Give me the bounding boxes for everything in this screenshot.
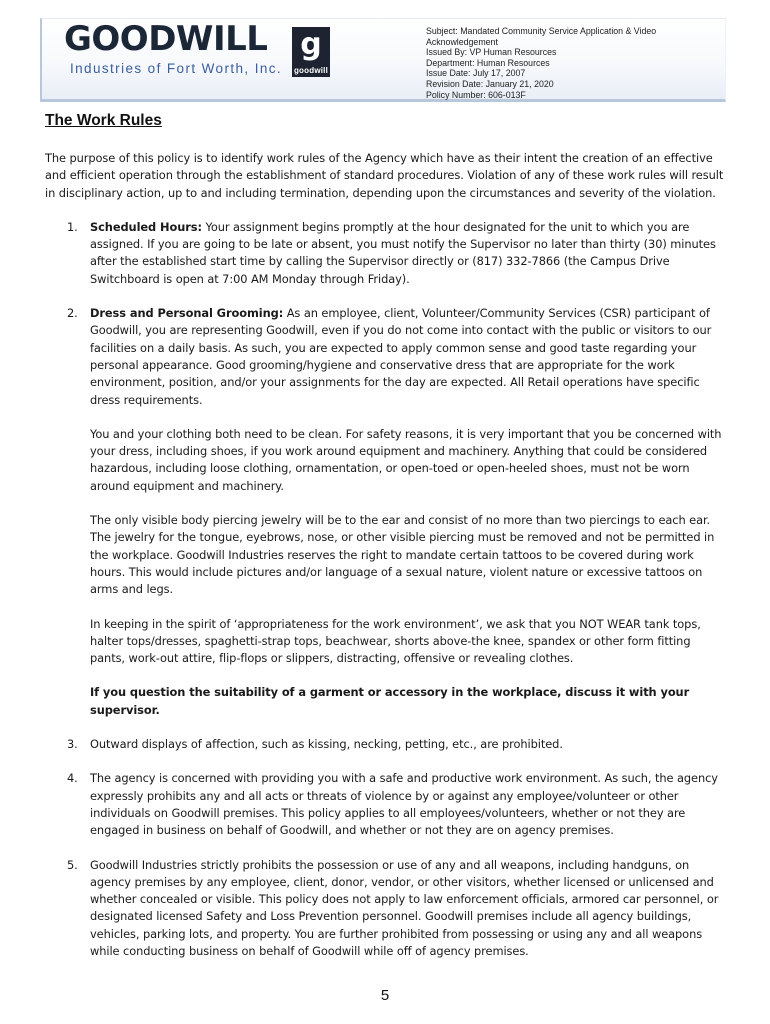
logo-subtitle: Industries of Fort Worth, Inc. xyxy=(70,61,283,76)
rule-text: Your assignment begins promptly at the hour designated for the unit to which you are assigned. If you are going to be late or absent, you must notify the Supervisor no later than thirty (30) minutes after the established start time by calling the Supervisor directly or (817) 332-7866 (the Campus Drive Switchboard is open at 7:00 AM Monday through Friday). xyxy=(90,219,716,286)
rule-paragraph xyxy=(90,219,725,288)
meta-subject: Subject: Mandated Community Service Application & Video xyxy=(426,26,657,36)
rule-item xyxy=(45,305,725,719)
rule-text: The agency is concerned with providing you with a safe and productive work environment. As such, the agency expressly prohibits any and all acts or threats of violence by or against any employee/volunteer or other individuals on Goodwill premises. This policy applies to all employees/volunteers, whether or not they are engaged in business on behalf of Goodwill, and whether or not they are on agency premises. xyxy=(90,771,718,838)
rule-heading: Scheduled Hours: xyxy=(90,219,202,234)
rule-number: 2. xyxy=(67,306,78,321)
rule-number: 1. xyxy=(67,219,78,234)
meta-subject-continued: Acknowledgement xyxy=(426,36,498,47)
rule-number: 4. xyxy=(67,771,78,786)
rule-item xyxy=(45,770,725,839)
rule-item xyxy=(45,219,725,288)
rule-number: 3. xyxy=(67,737,78,752)
meta-policy-number: Policy Number: 606-013F xyxy=(426,89,526,100)
meta-issue-date: Issue Date: July 17, 2007 xyxy=(426,68,526,79)
rule-text: As an employee, client, Volunteer/Community Services (CSR) participant of Goodwill, you are representing Goodwill, even if you do not come into contact with the public or visitors to our facilities on a daily basis. As such, you are expected to apply common sense and good taste regarding your personal appearance. Good grooming/hygiene and conservative dress that are appropriate for the work environment, position, and/or your assignments for the day are expected. All Retail operations have specific dress requirements. xyxy=(90,306,712,407)
rule-text: Goodwill Industries strictly prohibits the possession or use of any and all weapons, including handguns, on agency premises by any employee, client, donor, vendor, or other visitors, whether licensed or unlicensed and whether concealed or visible. This policy does not apply to law enforcement officials, armored car personnel, or designated licensed Safety and Loss Prevention personnel. Goodwill premises include all agency buildings, vehicles, parking lots, and property. You are further prohibited from possessing or using any and all weapons while conducting business on behalf of Goodwill while off of agency premises. xyxy=(90,857,719,958)
policy-metadata xyxy=(426,26,718,100)
meta-department: Department: Human Resources xyxy=(426,57,550,68)
rule-item xyxy=(45,857,725,961)
rule-subparagraph: In keeping in the spirit of ‘appropriateness for the work environment’, we ask that you NOT WEAR tank tops, halter tops/dresses, spaghetti-strap tops, beachwear, shorts above-the knee, spandex or other form fitting pants, work-out attire, flip-flops or slippers, distracting, offensive or revealing clothes. xyxy=(90,616,701,666)
rule-subparagraph: The only visible body piercing jewelry will be to the ear and consist of no more than two piercings to each ear. The jewelry for the tongue, eyebrows, nose, or other visible piercing must be removed and not be permitted in the workplace. Goodwill Industries reserves the right to mandate certain tattoos to be covered during work hours. This would include pictures and/or language of a sexual nature, violent nature or excessive tattoos on arms and legs. xyxy=(90,513,715,597)
rule-bold-note: If you question the suitability of a garment or accessory in the workplace, discuss it with your supervisor. xyxy=(90,685,690,717)
intro-paragraph: The purpose of this policy is to identify work rules of the Agency which have as their intent the creation of an effective and efficient operation through the establishment of standard procedures. Violation of any of these work rules will result in disciplinary action, up to and including termination, depending upon the circumstances and severity of the violation. xyxy=(45,151,724,200)
logo-wordmark: GOODWILL xyxy=(64,19,268,59)
meta-issued-by: Issued By: VP Human Resources xyxy=(426,47,557,58)
policy-body xyxy=(45,150,725,977)
rule-paragraph xyxy=(90,305,725,409)
page-title: The Work Rules xyxy=(45,112,162,129)
page-number: 5 xyxy=(380,987,390,1004)
rule-heading: Dress and Personal Grooming: xyxy=(90,306,284,321)
rule-subparagraph: You and your clothing both need to be clean. For safety reasons, it is very important that you be concerned with your dress, including shoes, if you work around equipment and machinery. Anything that could be considered hazardous, including loose clothing, ornamentation, or open-toed or open-heeled shoes, must not be worn around equipment and machinery. xyxy=(90,426,722,493)
goodwill-g-icon: g goodwill xyxy=(293,27,329,75)
meta-revision-date: Revision Date: January 21, 2020 xyxy=(426,78,554,89)
rule-number: 5. xyxy=(67,857,78,872)
rule-item xyxy=(45,736,725,753)
rule-text: Outward displays of affection, such as kissing, necking, petting, etc., are prohibited. xyxy=(90,737,563,752)
